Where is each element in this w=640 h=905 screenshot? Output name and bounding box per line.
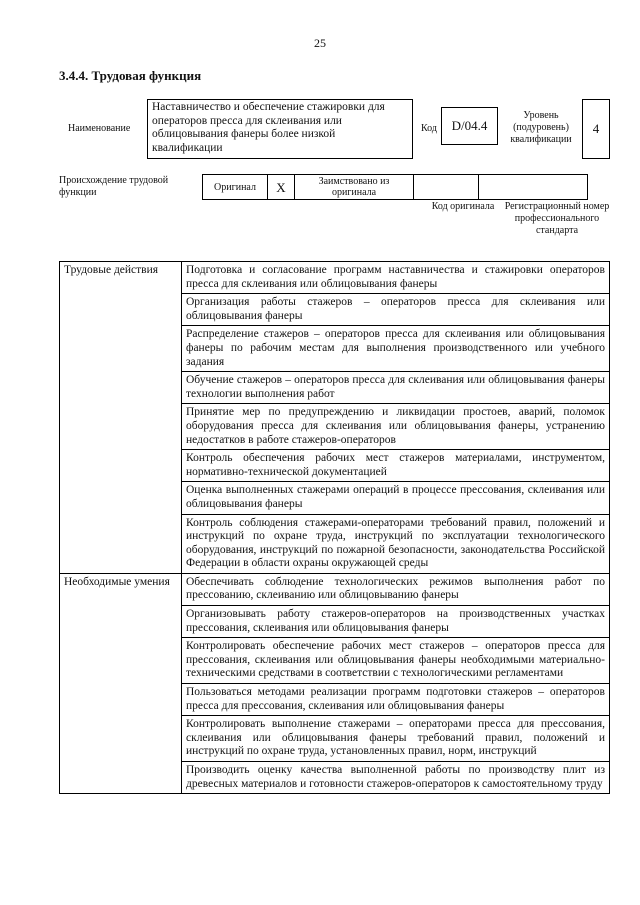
reg-caption: Регистрационный номер профессионального стандарта <box>504 201 610 236</box>
section-item: Организовывать работу стажеров-операторов на производственных участках прессования, склеивания или облицовывания фанеры <box>182 606 610 638</box>
level-label: Уровень (подуровень) квалификации <box>510 110 572 145</box>
origin-label: Происхождение трудовой функции <box>59 175 169 198</box>
section-item: Контроль соблюдения стажерами-операторами требований правил, положений и инструкций по охране труда, инструкций по эксплуатации технологического оборудования, инструкций по пожарной безопасности, законодательства Российской Федерации в области охраны окружающей среды <box>182 514 610 573</box>
section-item: Контроль обеспечения рабочих мест стажеров материалами, инструментом, нормативно-технической документацией <box>182 450 610 482</box>
section-category: Трудовые действия <box>60 262 182 574</box>
name-label: Наименование <box>68 123 131 134</box>
qualification-level: 4 <box>582 99 610 159</box>
section-item: Организация работы стажеров – операторов пресса для склеивания или облицовывания фанеры <box>182 294 610 326</box>
table-row <box>60 573 610 605</box>
origin-mark: X <box>268 175 295 200</box>
section-item: Обеспечивать соблюдение технологических режимов выполнения работ по прессованию, склеиванию или облицовыванию фанеры <box>182 573 610 605</box>
origin-code-cell <box>414 175 479 200</box>
section-item: Подготовка и согласование программ наставничества и стажировки операторов пресса для склеивания или облицовывания фанеры <box>182 262 610 294</box>
section-item: Контролировать выполнение стажерами – операторами пресса для прессования, склеивания или облицовывания фанеры требований правил, положений и инструкций по охране труда, установленных правил, норм, инструкций <box>182 716 610 762</box>
origin-borrowed: Заимствовано из оригинала <box>295 175 414 200</box>
table-row <box>60 262 610 294</box>
section-item: Распределение стажеров – операторов пресса для склеивания или облицовывания фанеры по рабочим местам для выполнения производственного или учебного задания <box>182 326 610 372</box>
section-item: Обучение стажеров – операторов пресса для склеивания или облицовывания фанеры технологии выполнения работ <box>182 372 610 404</box>
page-number: 25 <box>314 36 326 50</box>
function-table <box>59 261 610 794</box>
section-item: Пользоваться методами реализации программ подготовки стажеров – операторов пресса для прессования, склеивания или облицовывания фанеры <box>182 684 610 716</box>
code-caption: Код оригинала <box>431 201 495 212</box>
section-item: Принятие мер по предупреждению и ликвидации простоев, аварий, поломок оборудования пресса для склеивания или облицовывания фанеры, устранению недостатков в работе стажеров-операторов <box>182 404 610 450</box>
code-label: Код <box>421 123 437 134</box>
origin-table <box>202 174 588 200</box>
section-item: Производить оценку качества выполненной работы по производству плит из древесных материалов и готовности стажеров-операторов к самостоятельному труду <box>182 762 610 794</box>
origin-original: Оригинал <box>203 175 268 200</box>
function-code: D/04.4 <box>441 107 498 145</box>
section-item: Контролировать обеспечение рабочих мест стажеров – операторов пресса для прессования, склеивания или облицовывания фанеры необходимыми материально-техническими средствами в соответствии с технологическими регламентами <box>182 638 610 684</box>
section-item: Оценка выполненных стажерами операций в процессе прессования, склеивания или облицовывания фанеры <box>182 482 610 514</box>
origin-reg-cell <box>479 175 588 200</box>
section-category: Необходимые умения <box>60 573 182 793</box>
function-name: Наставничество и обеспечение стажировки для операторов пресса для склеивания или облицовывания фанеры более низкой квалификации <box>147 99 413 159</box>
section-title: 3.4.4. Трудовая функция <box>59 68 202 83</box>
